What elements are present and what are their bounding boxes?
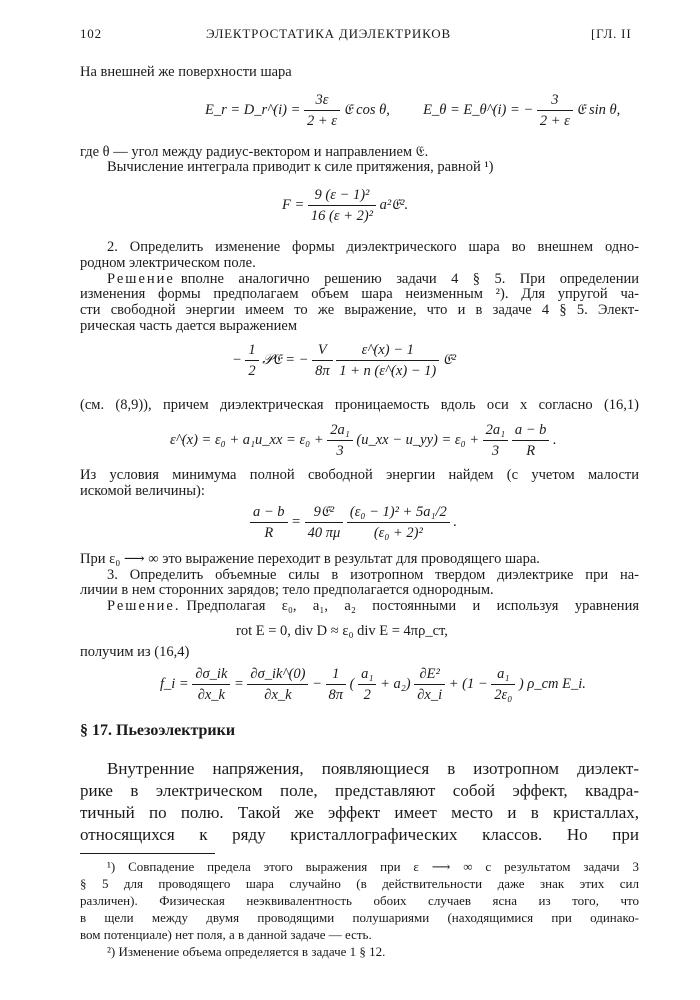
eq-term: 𝔈 cos θ,: [343, 101, 390, 118]
fraction: [327, 420, 353, 461]
text-line: Из условия минимума полной свободной энергии найдем (с учетом малости: [80, 467, 639, 483]
text-line: искомой величины):: [80, 483, 205, 499]
fraction: [308, 185, 376, 226]
fraction: [491, 664, 515, 705]
numerator: ∂E²: [414, 664, 445, 685]
footnote-line: вом потенциале) нет поля, а в данной задаче — есть.: [80, 927, 372, 942]
text-line: получим из (16,4): [80, 644, 190, 660]
equation-field-components: [205, 90, 620, 131]
text-line: На внешней же поверхности шара: [80, 64, 292, 80]
eq-term: −: [232, 351, 242, 368]
fraction: [347, 502, 450, 543]
fraction: [358, 664, 376, 705]
footnote-line: различен). Физическая неэквивалентность обоих случаев ясна из того, что: [80, 893, 639, 908]
footnote-line: ¹) Совпадение предела этого выражения при ε ⟶ ∞ с результатом задачи 3: [107, 859, 639, 874]
eq-term: 𝔈²: [442, 351, 457, 368]
fraction: [483, 420, 509, 461]
fraction: [305, 502, 344, 543]
numerator: a₁: [491, 664, 515, 685]
fraction: [312, 340, 333, 381]
numerator: 1: [326, 664, 347, 685]
text-line: (см. (8,9)), причем диэлектрическая проницаемость вдоль оси x согласно (16,1): [80, 397, 639, 413]
eq-term: f_i =: [160, 675, 189, 692]
numerator: a₁: [358, 664, 376, 685]
page-number: 102: [80, 26, 102, 41]
text-line: Вычисление интеграла приводит к силе притяжения, равной ¹): [107, 159, 494, 175]
fraction: [247, 664, 308, 705]
denominator: (ε₀ + 2)²: [373, 525, 423, 541]
fraction: [414, 664, 445, 705]
text-line: где θ — угол между радиус-вектором и направлением 𝔈.: [80, 144, 429, 160]
text-span: Предполагая ε₀, a₁, a₂ постоянными и используя уравнения: [186, 598, 639, 614]
text-line: рике в электрическом поле, представляют собой эффект, квадра-: [80, 781, 639, 800]
eq-term: ε^(x) = ε₀ + a₁u_xx = ε₀ +: [170, 431, 324, 448]
text-line: [107, 597, 639, 615]
denominator: ∂x_i: [417, 687, 443, 703]
fraction: [336, 340, 439, 381]
denominator: R: [264, 525, 274, 541]
running-title: ЭЛЕКТРОСТАТИКА ДИЭЛЕКТРИКОВ: [206, 26, 451, 41]
denominator: ∂x_k: [264, 687, 292, 703]
equation-maxwell: rot E = 0, div D ≈ ε₀ div E = 4πρ_ст,: [236, 623, 448, 639]
emphasis-word: Решение: [107, 271, 175, 287]
denominator: 3: [491, 443, 500, 459]
eq-term: E_r = D_r^(i) =: [205, 101, 301, 118]
text-line: сти свободной энергии имеем то же выражение, что и в задаче 4 § 5. Элект-: [80, 302, 639, 318]
text-line: 3. Определить объемные силы в изотропном твердом диэлектрике при на-: [107, 567, 639, 583]
denominator: 8π: [315, 363, 330, 379]
numerator: (ε₀ − 1)² + 5a₁/2: [347, 502, 450, 523]
eq-term: ) ρ_ст E_i.: [518, 675, 586, 692]
eq-term: (u_xx − u_yy) = ε₀ +: [356, 431, 480, 448]
text-line: родном электрическом поле.: [80, 255, 256, 271]
section-heading: § 17. Пьезоэлектрики: [80, 722, 236, 739]
numerator: a − b: [512, 420, 550, 441]
fraction: [304, 90, 340, 131]
denominator: 2 + ε: [539, 113, 570, 129]
eq-term: + (1 −: [448, 675, 488, 692]
footnote-rule: [80, 853, 215, 854]
denominator: ∂x_k: [197, 687, 225, 703]
eq-term: (: [349, 675, 355, 692]
text-span: вполне аналогично решению задачи 4 § 5. При определении: [180, 271, 639, 287]
denominator: 2: [363, 687, 371, 703]
eq-term: E_θ = E_θ^(i) = −: [423, 101, 534, 118]
fraction: [192, 664, 230, 705]
denominator: 2ε₀: [494, 687, 513, 703]
text-line: тичный по полю. Такой же эффект имеет место и в кристаллах,: [80, 803, 639, 822]
denominator: 2: [248, 363, 256, 379]
equation-electric-part: [232, 340, 456, 381]
numerator: ∂σ_ik^(0): [247, 664, 308, 685]
eq-term: −: [312, 675, 322, 692]
denominator: 16 (ε + 2)²: [310, 208, 374, 224]
footnote-line: в щели между двумя проводящими полушариями (находящимися при одинако-: [80, 910, 639, 925]
eq-term: =: [291, 513, 301, 530]
footnote-line: § 5 для проводящего шара случайно (в действительности даже знак этих сил: [80, 876, 639, 891]
fraction: [250, 502, 288, 543]
fraction: [537, 90, 573, 131]
eq-term: + a₂): [380, 675, 411, 692]
numerator: V: [312, 340, 333, 361]
equation-force: [282, 185, 408, 226]
equation-deformation: [250, 502, 457, 543]
numerator: a − b: [250, 502, 288, 523]
text-line: относящихся к ряду кристаллографических классов. Но при: [80, 825, 639, 844]
denominator: 3: [336, 443, 344, 459]
denominator: 8π: [328, 687, 344, 703]
equation-permittivity: [170, 420, 557, 461]
emphasis-word: Решение.: [107, 598, 181, 614]
text-line: Внутренние напряжения, появляющиеся в изотропном диэлект-: [107, 759, 639, 778]
numerator: ∂σ_ik: [192, 664, 230, 685]
eq-term: .: [553, 431, 557, 448]
text-line: рическая часть дается выражением: [80, 318, 297, 334]
text-line: 2. Определить изменение формы диэлектрического шара во внешнем одно-: [107, 239, 639, 255]
numerator: 3ε: [304, 90, 340, 111]
text-line: изменения формы предполагаем объем шара неизменным ²). Для упругой ча-: [80, 286, 639, 302]
numerator: 2a₁: [327, 420, 353, 441]
eq-term: 𝔈 sin θ,: [576, 101, 621, 118]
numerator: ε^(x) − 1: [336, 340, 439, 361]
eq-term: .: [453, 513, 458, 530]
denominator: 40 πμ: [307, 525, 341, 541]
eq-term: 𝒫𝔈 = −: [262, 351, 309, 368]
fraction: [326, 664, 347, 705]
text-line: личии в нем сторонних зарядов; тело предполагается однородным.: [80, 582, 494, 598]
numerator: 2a₁: [483, 420, 509, 441]
footnote-line: ²) Изменение объема определяется в задаче 1 § 12.: [107, 944, 386, 959]
equation-volume-force: [160, 664, 586, 705]
fraction: [512, 420, 550, 461]
eq-term: F =: [282, 196, 305, 213]
text-line: При ε₀ ⟶ ∞ это выражение переходит в результат для проводящего шара.: [80, 551, 540, 567]
numerator: 3: [537, 90, 573, 111]
numerator: 1: [245, 340, 258, 361]
numerator: 9𝔈²: [305, 502, 344, 523]
eq-term: =: [234, 675, 244, 692]
chapter-label: [ГЛ. II: [591, 26, 632, 41]
denominator: 2 + ε: [307, 113, 337, 129]
numerator: 9 (ε − 1)²: [308, 185, 376, 206]
eq-term: a²𝔈².: [379, 196, 409, 213]
denominator: R: [526, 443, 536, 459]
fraction: [245, 340, 258, 381]
denominator: 1 + n (ε^(x) − 1): [339, 363, 437, 379]
